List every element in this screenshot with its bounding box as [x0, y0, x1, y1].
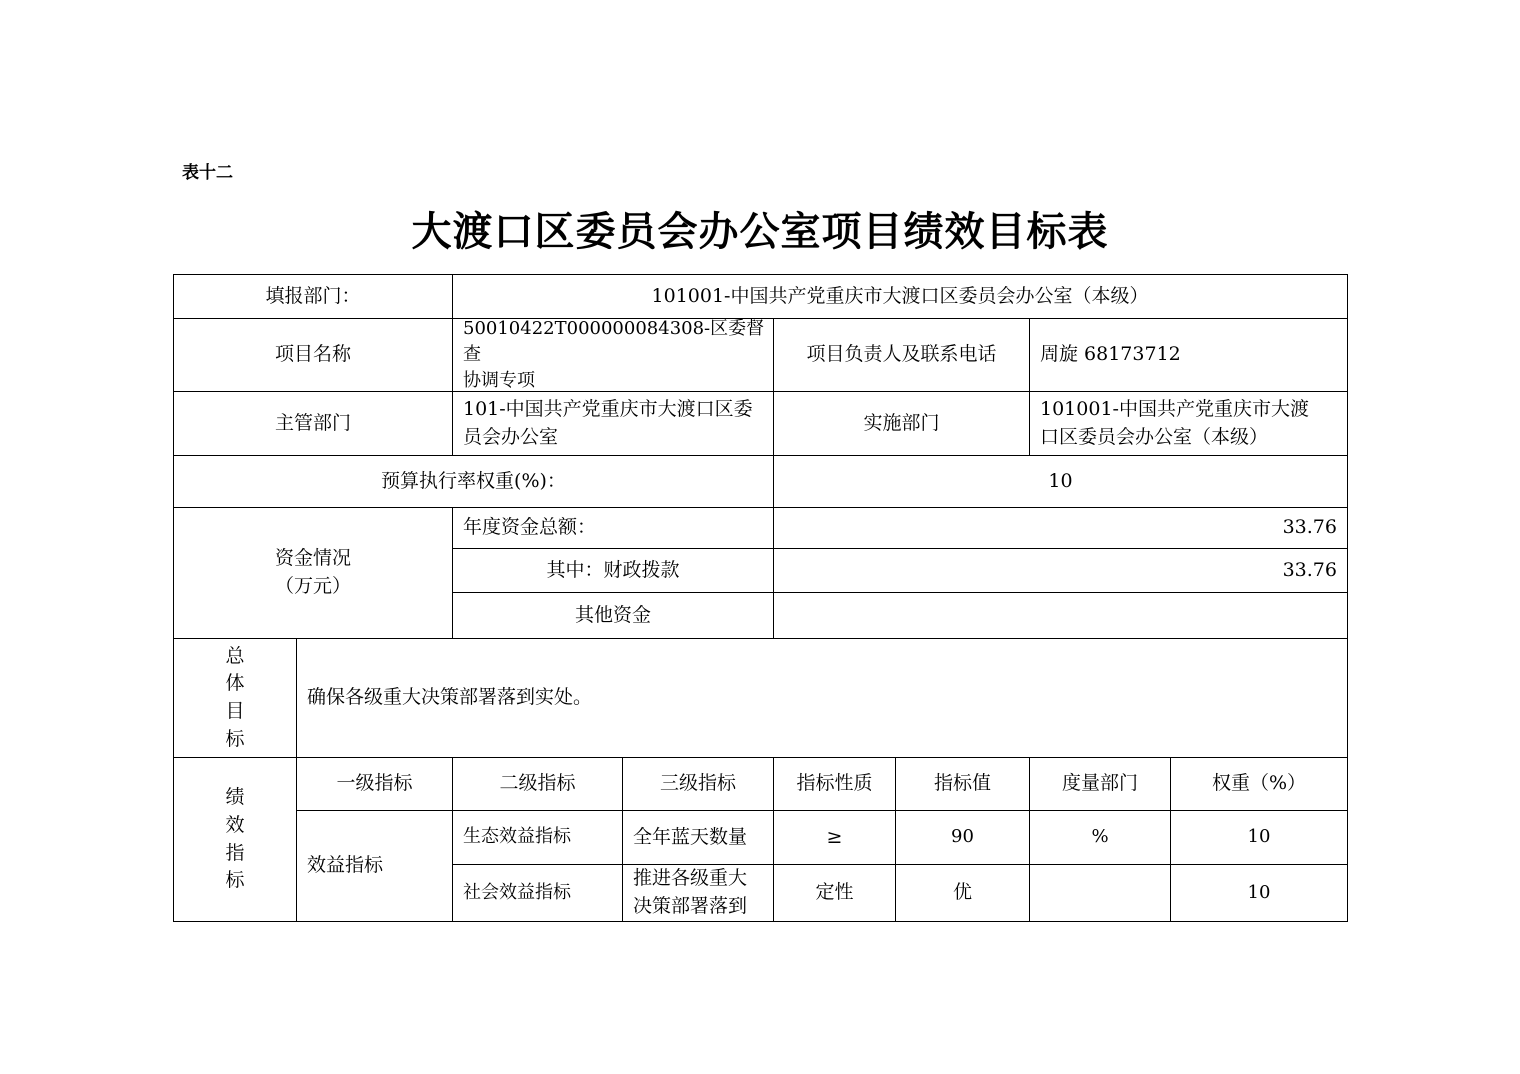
fiscal-label: 其中：财政拨款 [452, 548, 774, 593]
table-row-weight: 10 [1170, 810, 1348, 865]
document-title: 大渡口区委员会办公室项目绩效目标表 [411, 208, 1109, 255]
header-nature: 指标性质 [773, 757, 896, 811]
funds-label-line1: 资金情况 [274, 547, 351, 570]
impl-value [1029, 391, 1348, 456]
header-weight: 权重（%） [1170, 757, 1348, 811]
table-row-value: 90 [895, 810, 1030, 865]
table-row-unit [1029, 864, 1171, 922]
header-value: 指标值 [895, 757, 1030, 811]
header-unit: 度量部门 [1029, 757, 1171, 811]
funds-label [173, 507, 453, 639]
level3-line1: 推进各级重大 [633, 867, 748, 890]
supervisor-line1: 101-中国共产党重庆市大渡口区委 [463, 397, 753, 420]
budget-weight-value: 10 [773, 455, 1348, 508]
project-name-line1: 50010422T000000084308-区委督查 [463, 317, 765, 365]
performance-indicator-label [173, 757, 297, 922]
contact-label: 项目负责人及联系电话 [773, 318, 1030, 392]
annual-total-value: 33.76 [773, 507, 1348, 549]
table-row-nature: 定性 [773, 864, 896, 922]
table-row-level3: 全年蓝天数量 [622, 810, 774, 865]
perf-char: 效 [225, 813, 245, 836]
table-number: 表十二 [182, 163, 233, 183]
project-name-label: 项目名称 [173, 318, 453, 392]
header-level1: 一级指标 [296, 757, 453, 811]
goal-char: 目 [225, 700, 245, 722]
dept-value: 101001-中国共产党重庆市大渡口区委员会办公室（本级） [452, 274, 1348, 319]
other-funds-label: 其他资金 [452, 592, 774, 639]
project-name-line2: 协调专项 [463, 370, 535, 392]
impl-line1: 101001-中国共产党重庆市大渡 [1040, 397, 1309, 420]
goal-char: 体 [225, 672, 245, 695]
table-row-level2: 社会效益指标 [452, 864, 623, 922]
perf-char: 绩 [225, 786, 245, 809]
level1-indicator: 效益指标 [296, 810, 453, 922]
supervisor-line2: 员会办公室 [463, 425, 559, 448]
goal-char: 总 [225, 644, 245, 667]
funds-label-line2: （万元） [274, 575, 351, 597]
fiscal-value: 33.76 [773, 548, 1348, 593]
header-level2: 二级指标 [452, 757, 623, 811]
perf-char: 标 [225, 869, 245, 892]
dept-label: 填报部门： [173, 274, 453, 319]
annual-total-label: 年度资金总额： [452, 507, 774, 549]
table-row-level2: 生态效益指标 [452, 810, 623, 865]
overall-goal-label [173, 638, 297, 758]
table-row-value: 优 [895, 864, 1030, 922]
table-row-level3 [622, 864, 774, 922]
contact-value: 周旋 68173712 [1029, 318, 1348, 392]
impl-line2: 口区委员会办公室（本级） [1040, 425, 1269, 448]
table-row-unit: % [1029, 810, 1171, 865]
other-funds-value [773, 592, 1348, 639]
table-row-weight: 10 [1170, 864, 1348, 922]
budget-weight-label: 预算执行率权重(%)： [173, 455, 774, 508]
supervisor-value [452, 391, 774, 456]
performance-target-table [173, 274, 1348, 922]
overall-goal-value: 确保各级重大决策部署落到实处。 [296, 638, 1348, 758]
goal-char: 标 [225, 727, 245, 750]
project-name-value [452, 318, 774, 392]
impl-label: 实施部门 [773, 391, 1030, 456]
header-level3: 三级指标 [622, 757, 774, 811]
perf-char: 指 [225, 841, 245, 864]
table-row-nature: ≥ [773, 810, 896, 865]
level3-line2: 决策部署落到 [633, 895, 748, 917]
supervisor-label: 主管部门 [173, 391, 453, 456]
